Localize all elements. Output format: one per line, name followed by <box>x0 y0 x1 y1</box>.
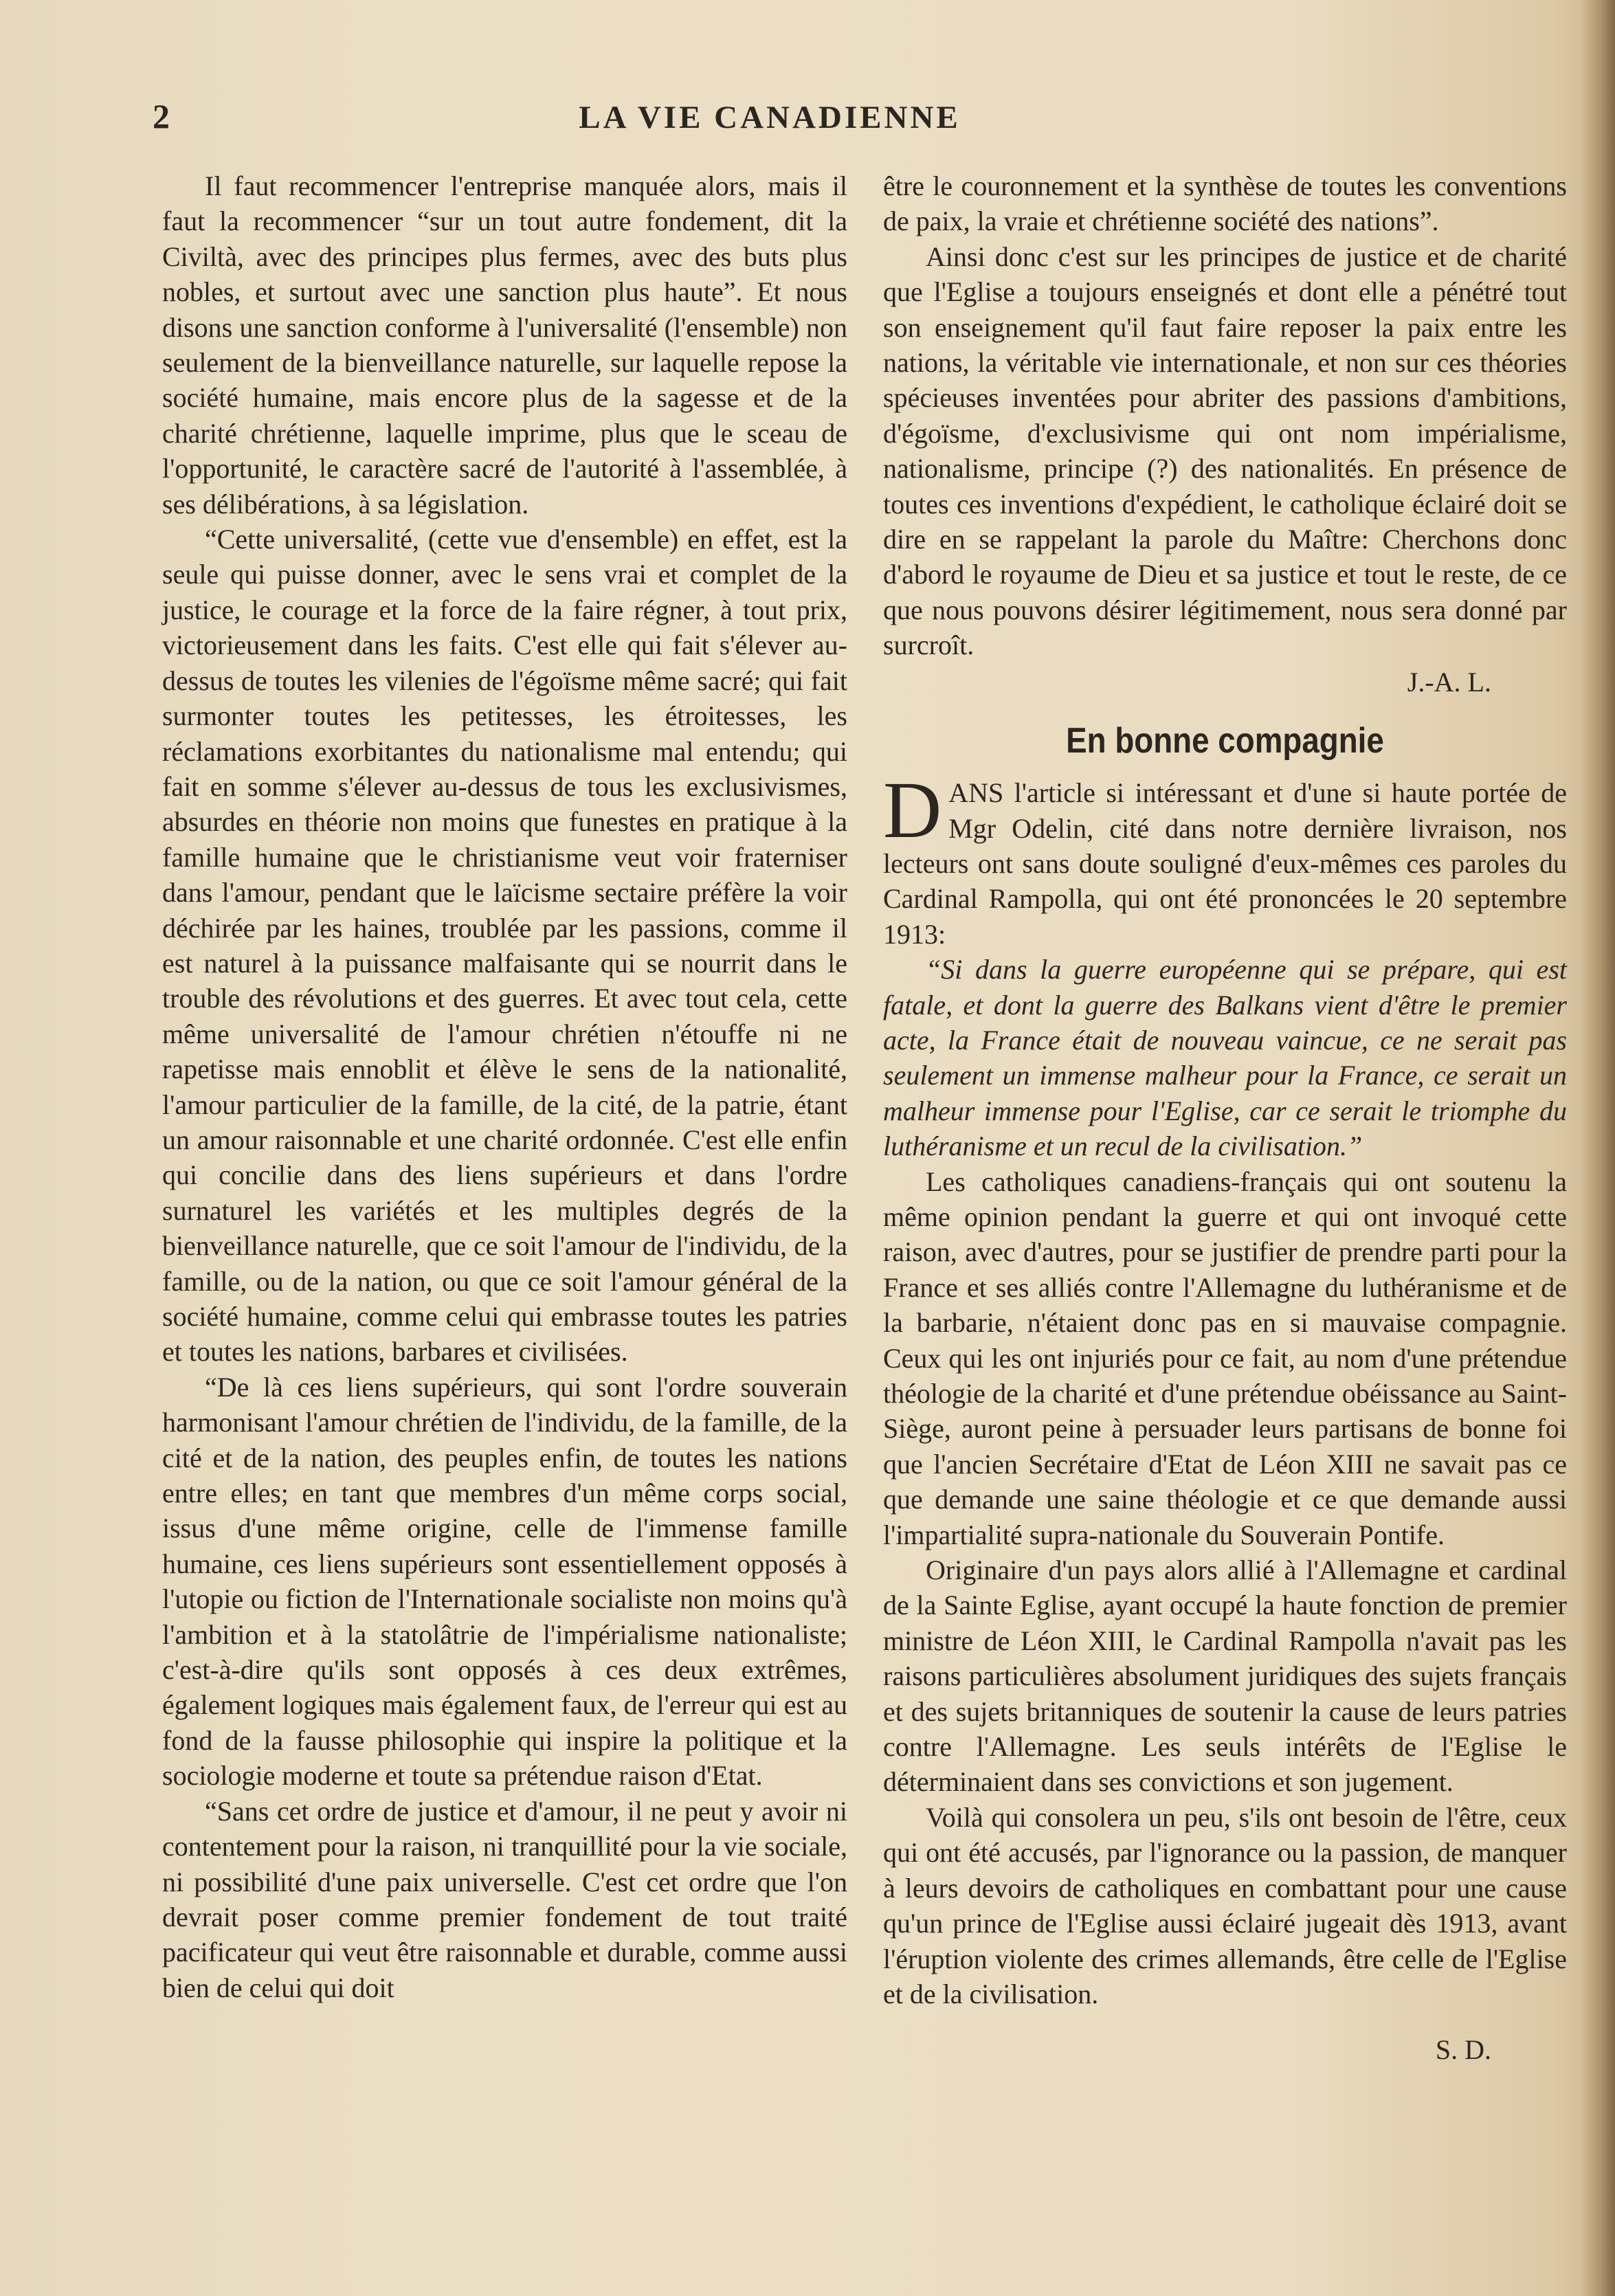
rampolla-quote: “Si dans la guerre européenne qui se prépare, qui est fatale, et dont la guerre des Balkans vient d'être le premier acte, la France était de nouveau vaincue, ce ne serait pas seulement un immense malheur pour la France, ce serait un malheur immense pour l'Eglise, car ce serait le triomphe du luthéranisme et un recul de la civilisation.” <box>883 954 1567 1162</box>
signature-jal: J.-A. L. <box>1407 666 1491 698</box>
article-opening-paragraph <box>883 765 1567 952</box>
left-column <box>162 168 847 2005</box>
opening-text: ANS l'article si intéressant et d'une si haute portée de Mgr Odelin, cité dans notre dernière livraison, nos lecteurs ont sans doute souligné d'eux-mêmes ces paroles du Cardinal Rampolla, qui ont été prononcées le 20 septembre 1913: <box>883 777 1567 950</box>
drop-cap: D <box>883 765 942 856</box>
left-paragraph-4: “Sans cet ordre de justice et d'amour, il ne peut y avoir ni contentement pour la raison, ni tranquillité pour la vie sociale, ni possibilité d'une paix universelle. C'est cet ordre que l'on devrait poser comme premier fondement de tout traité pacificateur qui veut être raisonnable et durable, comme aussi bien de celui qui doit <box>162 1795 847 2003</box>
signature-sd: S. D. <box>1435 2034 1491 2066</box>
left-paragraph-1: Il faut recommencer l'entreprise manquée alors, mais il faut la recommencer “sur un tout autre fondement, dit la Civiltà, avec des principes plus fermes, avec des buts plus nobles, et surtout avec une sanction plus haute”. Et nous disons une sanction conforme à l'universalité (l'ensemble) non seulement de la bienveillance naturelle, sur laquelle repose la société humaine, mais encore plus de la sagesse et de la charité chrétienne, laquelle imprime, plus que le sceau de l'opportunité, le caractère sacré de l'autorité à l'assemblée, à ses délibérations, à sa législation. <box>162 170 847 520</box>
page-header <box>144 96 1395 144</box>
page-edge-shadow <box>1581 0 1615 2296</box>
page-number: 2 <box>153 97 170 135</box>
left-paragraph-3: “De là ces liens supérieurs, qui sont l'ordre souverain harmonisant l'amour chrétien de l'individu, de la famille, de la cité et de la nation, des peuples enfin, de toutes les nations entre elles; en tant que membres d'un même corps social, issus d'une même origine, celle de l'immense famille humaine, ces liens supérieurs sont essentiellement opposés à l'utopie ou fiction de l'Internationale socialiste non moins qu'à l'ambition et à la statolâtrie de l'impérialisme nationaliste; c'est-à-dire qu'ils sont opposés à ces deux extrêmes, également logiques mais également faux, de l'erreur qui est au fond de la fausse philosophie qui inspire la politique et la sociologie moderne et toute sa prétendue raison d'Etat. <box>162 1371 847 1792</box>
right-paragraph-6: Voilà qui consolera un peu, s'ils ont besoin de l'être, ceux qui ont été accusés, par l'ignorance ou la passion, de manquer à leurs devoirs de catholiques en combattant pour une cause qu'un prince de l'Eglise aussi éclairé jugeait dès 1913, avant l'éruption violente des crimes allemands, être celle de l'Eglise et de la civilisation. <box>883 1801 1567 2009</box>
journal-title: LA VIE CANADIENNE <box>579 100 961 135</box>
right-paragraph-5: Originaire d'un pays alors allié à l'Allemagne et cardinal de la Sainte Eglise, ayant occupé la haute fonction de premier ministre de Léon XIII, le Cardinal Rampolla n'avait pas les raisons particulières absolument juridiques des sujets français et des sujets britanniques de soutenir la cause de leurs patries contre l'Allemagne. Les seuls intérêts de l'Eglise le déterminaient dans ses convictions et son jugement. <box>883 1554 1567 1798</box>
right-column <box>883 168 1567 2068</box>
right-paragraph-2: Ainsi donc c'est sur les principes de justice et de charité que l'Eglise a toujours enseignés et dont elle a pénétré tout son enseignement qu'il faut faire reposer la paix entre les nations, la véritable vie internationale, et non sur ces théories spécieuses inventées pour abriter des passions d'ambitions, d'égoïsme, d'exclusivisme qui ont nom impérialisme, nationalisme, principe (?) des nationalités. En présence de toutes ces inventions d'expédient, le catholique éclairé doit se dire en se rappelant la parole du Maître: Cherchons donc d'abord le royaume de Dieu et sa justice et tout le reste, de ce que nous pouvons désirer légitimement, nous sera donné par surcroît. <box>883 241 1567 661</box>
article-heading: En bonne compagnie <box>1066 721 1384 761</box>
left-paragraph-2: “Cette universalité, (cette vue d'ensemble) en effet, est la seule qui puisse donner, avec le sens vrai et complet de la justice, le courage et la force de la faire régner, à tout prix, victorieusement dans les faits. C'est elle qui fait s'élever au-dessus de toutes les vilenies de l'égoïsme même sacré; qui fait surmonter toutes les petitesses, les étroitesses, les réclamations exorbitantes du nationalisme mal entendu; qui fait en somme s'élever au-dessus de tous les exclusivismes, absurdes en théorie non moins que funestes en pratique à la famille humaine que le christianisme veut voir fraterniser dans l'amour, pendant que le laïcisme sectaire préfère la voir déchirée par les haines, troublée par les passions, comme il est naturel à la puissance malfaisante qui se nourrit dans le trouble des révolutions et des guerres. Et avec tout cela, cette même universalité de l'amour chrétien n'étouffe ni ne rapetisse mais ennoblit et élève le sens de la nationalité, l'amour particulier de la famille, de la cité, de la patrie, étant un amour raisonnable et une charité ordonnée. C'est elle enfin qui concilie dans des liens supérieurs et dans l'ordre surnaturel les variétés et les multiples degrés de la bienveillance naturelle, que ce soit l'amour de l'individu, de la famille, ou de la nation, ou que ce soit l'amour général de la société humaine, comme celui qui embrasse toutes les patries et toutes les nations, barbares et civilisées. <box>162 524 847 1368</box>
right-paragraph-1: être le couronnement et la synthèse de toutes les conventions de paix, la vraie et chrétienne société des nations”. <box>883 170 1567 237</box>
right-paragraph-4: Les catholiques canadiens-français qui ont soutenu la même opinion pendant la guerre et qui ont invoqué cette raison, avec d'autres, pour se justifier de prendre parti pour la France et ses alliés contre l'Allemagne du luthéranisme et de la barbarie, n'étaient donc pas en si mauvaise compagnie. Ceux qui les ont injuriés pour ce fait, au nom d'une prétendue théologie de la charité et d'une prétendue obéissance au Saint-Siège, auront peine à persuader leurs partisans de bonne foi que l'ancien Secrétaire d'Etat de Léon XIII ne savait pas ce que demande une saine théologie et ce que demande aussi l'impartialité supra-nationale du Souverain Pontife. <box>883 1166 1567 1550</box>
